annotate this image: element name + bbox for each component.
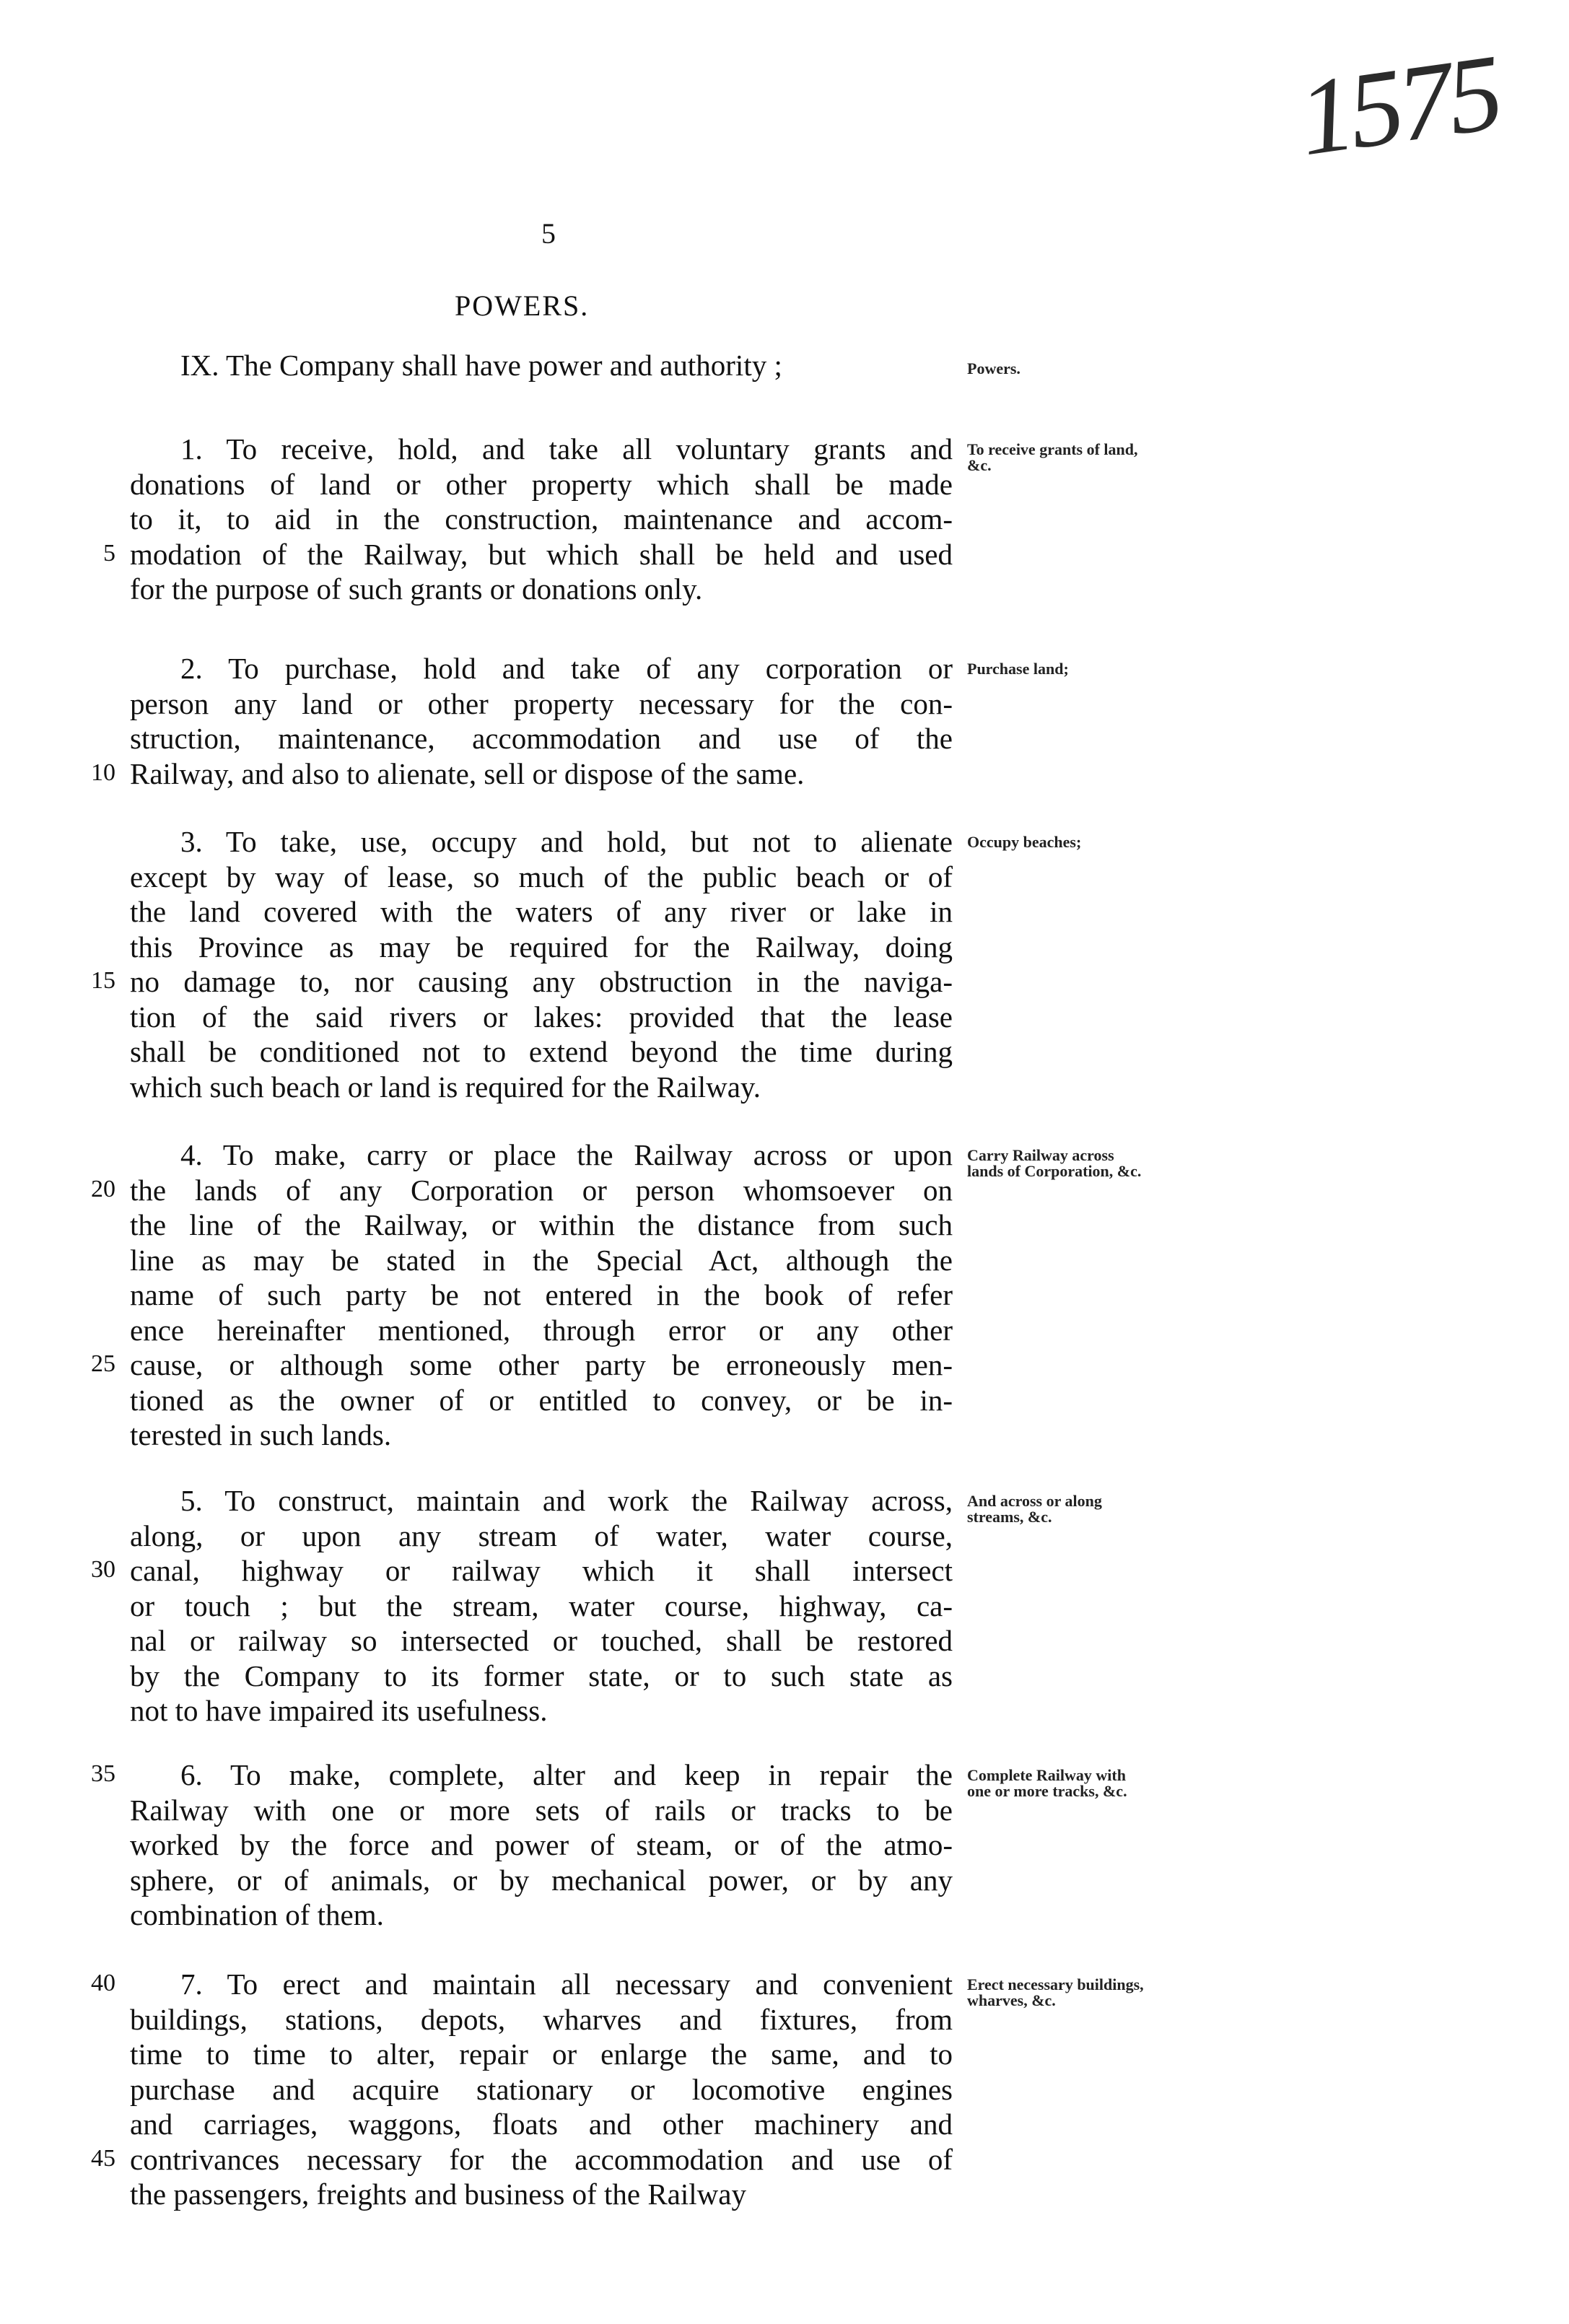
paragraph-line: by the Company to its former state, or to such state as: [130, 1659, 953, 1692]
paragraph-line: struction, maintenance, accommodation and use of the: [130, 722, 953, 755]
paragraph-line: donations of land or other property which shall be made: [130, 467, 953, 501]
paragraph-line: shall be conditioned not to extend beyond the time during: [130, 1035, 953, 1068]
paragraph-line: name of such party be not entered in the book of refer: [130, 1278, 953, 1311]
paragraph-line: modation of the Railway, but which shall be held and used: [130, 537, 953, 571]
intro-line: IX. The Company shall have power and authority ;: [180, 349, 782, 382]
paragraph-line: terested in such lands.: [130, 1418, 392, 1451]
paragraph-line: the lands of any Corporation or person whomsoever on: [130, 1173, 953, 1207]
paragraph-line: purchase and acquire stationary or locomotive engines: [130, 2072, 953, 2106]
line-number: 40: [91, 1970, 115, 1996]
paragraph-line: sphere, or of animals, or by mechanical power, or by any: [130, 1863, 953, 1897]
paragraph-line: buildings, stations, depots, wharves and fixtures, from: [130, 2002, 953, 2036]
paragraph-line: this Province as may be required for the Railway, doing: [130, 930, 953, 964]
line-number: 10: [91, 759, 115, 786]
paragraph-line: tioned as the owner of or entitled to convey, or be in-: [130, 1383, 953, 1417]
line-number: 30: [91, 1556, 115, 1583]
paragraph-6: [130, 1757, 953, 1933]
paragraph-line: except by way of lease, so much of the public beach or of: [130, 860, 953, 894]
paragraph-line: 4. To make, carry or place the Railway across or upon: [180, 1138, 953, 1171]
paragraph-line: 1. To receive, hold, and take all voluntary grants and: [180, 432, 953, 466]
paragraph-line: contrivances necessary for the accommodation and use of: [130, 2142, 953, 2176]
paragraph-line: 3. To take, use, occupy and hold, but not to alienate: [180, 825, 953, 858]
paragraph-line: ence hereinafter mentioned, through error or any other: [130, 1313, 953, 1347]
marginal-note-intro: Powers.: [967, 359, 1020, 377]
section-heading: POWERS.: [455, 289, 590, 322]
paragraph-line: which such beach or land is required for the Railway.: [130, 1070, 761, 1104]
paragraph-line: tion of the said rivers or lakes: provided that the lease: [130, 1000, 953, 1034]
paragraph-line: canal, highway or railway which it shall intersect: [130, 1554, 953, 1587]
paragraph-1: [130, 432, 953, 607]
paragraph-line: 7. To erect and maintain all necessary and convenient: [180, 1967, 953, 2001]
paragraph-line: no damage to, nor causing any obstruction in the naviga-: [130, 965, 953, 998]
paragraph-line: time to time to alter, repair or enlarge the same, and to: [130, 2037, 953, 2071]
paragraph-line: person any land or other property necessary for the con-: [130, 686, 953, 720]
paragraph-line: 6. To make, complete, alter and keep in repair the: [180, 1758, 953, 1791]
paragraph-line: Railway, and also to alienate, sell or dispose of the same.: [130, 756, 805, 790]
line-number: 25: [91, 1350, 115, 1377]
paragraph-4: [130, 1137, 953, 1453]
paragraph-line: for the purpose of such grants or donations only.: [130, 572, 703, 606]
marginal-note: And across or along streams, &c.: [967, 1492, 1102, 1526]
paragraph-line: 5. To construct, maintain and work the Railway across,: [180, 1484, 953, 1517]
paragraph-line: and carriages, waggons, floats and other machinery and: [130, 2107, 953, 2141]
paragraph-3: [130, 824, 953, 1104]
line-number: 15: [91, 967, 115, 994]
paragraph-line: Railway with one or more sets of rails or tracks to be: [130, 1793, 953, 1827]
marginal-note: Carry Railway across lands of Corporation, &c.: [967, 1146, 1142, 1180]
paragraph-7: [130, 1967, 953, 2212]
paragraph-2: [130, 651, 953, 791]
paragraph-line: line as may be stated in the Special Act, although the: [130, 1243, 953, 1277]
paragraph-line: not to have impaired its usefulness.: [130, 1694, 548, 1727]
marginal-note: Erect necessary buildings, wharves, &c.: [967, 1975, 1144, 2009]
paragraph-line: worked by the force and power of steam, or of the atmo-: [130, 1828, 953, 1861]
marginal-note: To receive grants of land, &c.: [967, 440, 1138, 474]
marginal-note: Purchase land;: [967, 660, 1069, 678]
intro-paragraph: [130, 348, 953, 383]
line-number: 5: [103, 539, 115, 567]
line-number: 35: [91, 1760, 115, 1787]
line-number: 45: [91, 2144, 115, 2172]
paragraph-line: combination of them.: [130, 1898, 384, 1931]
paragraph-line: along, or upon any stream of water, water course,: [130, 1519, 953, 1552]
paragraph-line: cause, or although some other party be erroneously men-: [130, 1348, 953, 1381]
handwritten-folio-number: 1575: [1291, 32, 1506, 179]
paragraph-line: the land covered with the waters of any river or lake in: [130, 895, 953, 928]
paragraph-5: [130, 1483, 953, 1729]
paragraph-line: nal or railway so intersected or touched, shall be restored: [130, 1624, 953, 1657]
paragraph-line: the passengers, freights and business of the Railway: [130, 2177, 746, 2211]
paragraph-line: to it, to aid in the construction, maintenance and accom-: [130, 502, 953, 536]
paragraph-line: or touch ; but the stream, water course, highway, ca-: [130, 1589, 953, 1622]
page-number: 5: [541, 217, 556, 250]
marginal-note: Occupy beaches;: [967, 833, 1082, 851]
marginal-note: Complete Railway with one or more tracks, &c.: [967, 1766, 1127, 1800]
line-number: 20: [91, 1175, 115, 1202]
paragraph-line: 2. To purchase, hold and take of any corporation or: [180, 652, 953, 685]
paragraph-line: the line of the Railway, or within the distance from such: [130, 1208, 953, 1241]
